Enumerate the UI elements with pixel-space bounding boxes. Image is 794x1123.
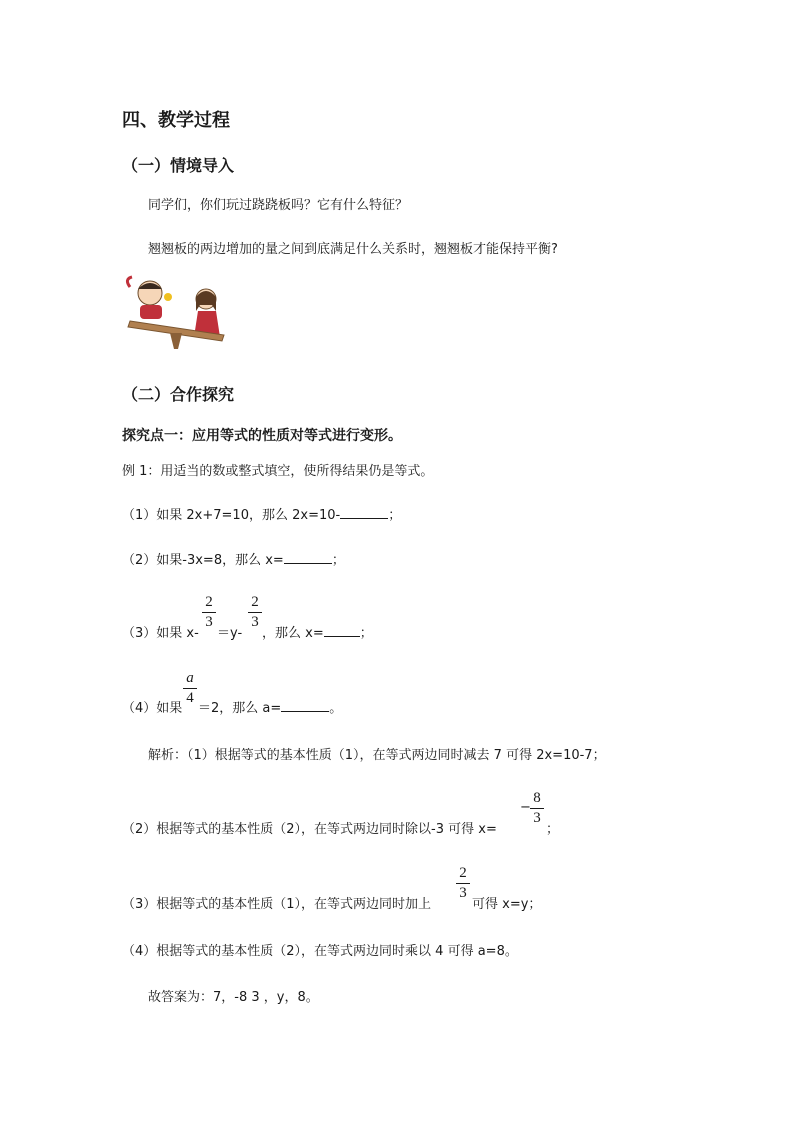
subsection-title-2: （二）合作探究 [122,385,235,404]
answer-blank-2[interactable] [284,562,332,564]
analysis-4: （4）根据等式的基本性质（2），在等式两边同时乘以 4 可得 a=8。 [122,944,518,959]
analysis-3: （3）根据等式的基本性质（1），在等式两边同时加上 [122,897,432,912]
seesaw-icon [120,275,228,355]
question-4-post: ＝2，那么 a= 。 [198,701,343,716]
intro-paragraph-2: 翘翘板的两边增加的量之间到底满足什么关系时，翘翘板才能保持平衡? [148,242,558,257]
question-2: （2）如果-3x=8，那么 x= ； [122,553,345,568]
fraction-a-4: a 4 [183,670,197,707]
fraction-2-3-c: 2 3 [456,865,470,902]
analysis-1: 解析：（1）根据等式的基本性质（1），在等式两边同时减去 7 可得 2x=10-7； [148,748,606,763]
question-3-pre: （3）如果 x- [122,626,199,641]
minus-sign: − [520,800,531,815]
question-3-post: ，那么 x= ； [262,626,373,641]
question-2-text: （2）如果-3x=8，那么 x= [122,553,284,568]
exploration-point: 探究点一：应用等式的性质对等式进行变形。 [122,428,402,444]
answer-blank-4[interactable] [281,710,329,712]
analysis-2: （2）根据等式的基本性质（2），在等式两边同时除以-3 可得 x= [122,822,497,837]
section-heading: 四、教学过程 [122,110,230,131]
fraction-2-3-a: 2 3 [202,594,216,631]
fraction-8-3: 8 3 [530,790,544,827]
intro-paragraph-1: 同学们，你们玩过跷跷板吗？它有什么特征？ [148,198,409,213]
question-4-pre: （4）如果 [122,701,183,716]
question-3-mid1: ＝y- [217,626,243,641]
answer-blank-3[interactable] [324,635,360,637]
question-1: （1）如果 2x+7=10，那么 2x=10- ； [122,508,402,523]
answer-blank-1[interactable] [340,517,388,519]
subsection-title-1: （一）情境导入 [122,156,235,175]
question-1-text: （1）如果 2x+7=10，那么 2x=10- [122,508,341,523]
final-answer: 故答案为：7，-8 3 ，y，8。 [148,990,319,1005]
example-1: 例 1：用适当的数或整式填空，使所得结果仍是等式。 [122,464,434,479]
fraction-2-3-b: 2 3 [248,594,262,631]
seesaw-kids-illustration [120,275,228,355]
